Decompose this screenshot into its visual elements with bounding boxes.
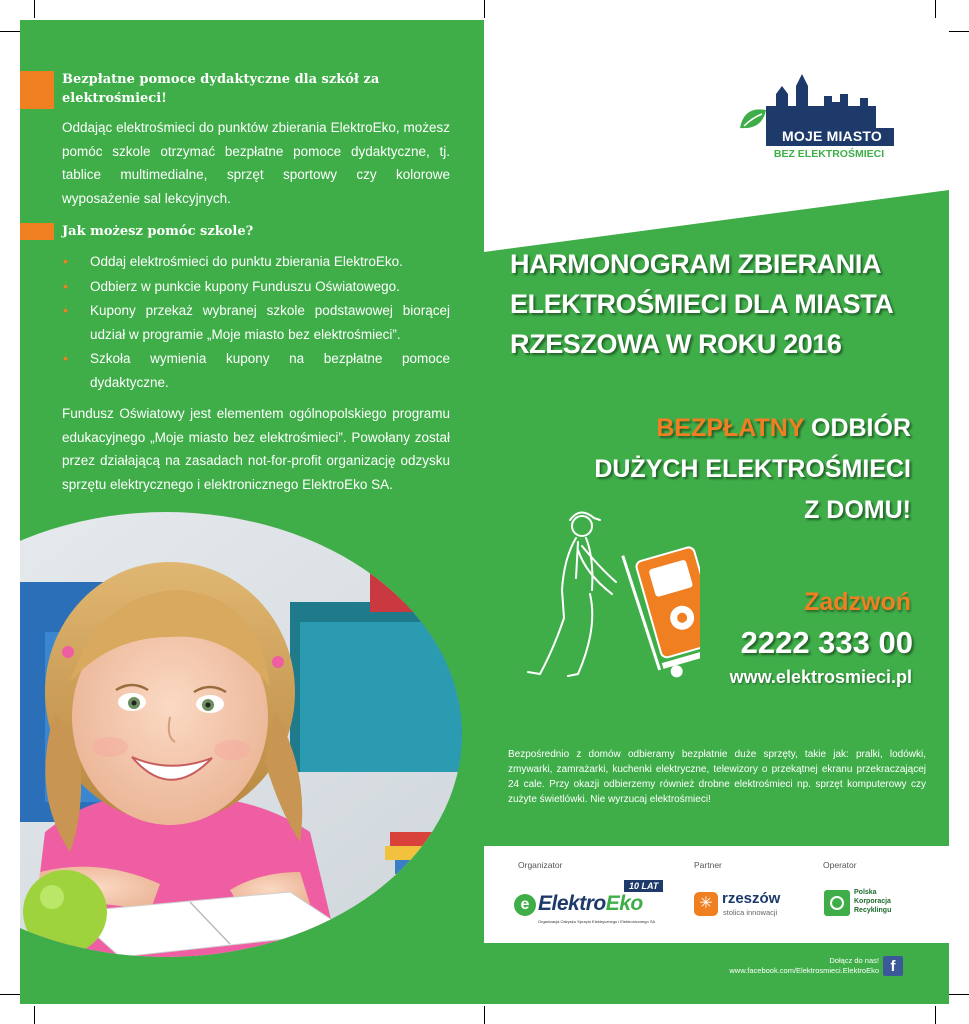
crop-mark (935, 1006, 936, 1024)
logo-line2: BEZ ELEKTROŚMIECI (773, 148, 885, 160)
list-item: • Kupony przekaż wybranej szkole podstawowej biorącej udział w programie „Moje miasto bez elektrośmieci”. (62, 299, 450, 346)
partner-label-operator: Operator (823, 860, 857, 870)
page-title (510, 244, 940, 364)
crop-mark (935, 0, 936, 18)
crop-mark (484, 0, 485, 18)
elektroeko-name-a: Elektro (538, 892, 606, 915)
partner-label-partner: Partner (694, 860, 722, 870)
crop-mark (949, 994, 969, 995)
free-highlight: BEZPŁATNY (656, 414, 805, 442)
crop-mark (34, 0, 35, 18)
elektroeko-e-icon: e (514, 894, 536, 916)
elektroeko-name (538, 892, 643, 916)
moje-miasto-logo (736, 66, 901, 166)
elektroeko-tagline: Organizacja Odzysku Sprzętu Elektrycznego i Elektronicznego SA (538, 919, 656, 924)
title-line: RZESZOWA W ROKU 2016 (510, 329, 842, 359)
right-panel (484, 20, 949, 1004)
fund-paragraph: Fundusz Oświatowy jest elementem ogólnopolskiego programu edukacyjnego „Moje miasto bez elektrośmieci”. Powołany został przez działającą na zasadach not-for-profit organizację odzysku sprzętu elektrycznego i elektronicznego ElektroEko SA. (62, 406, 450, 492)
section-heading: Bezpłatne pomoce dydaktyczne dla szkół za elektrośmieci! (62, 72, 380, 106)
elektroeko-name-b: Eko (605, 892, 643, 915)
elektroeko-logo[interactable] (514, 880, 674, 936)
title-line: HARMONOGRAM ZBIERANIA (510, 249, 882, 279)
pkr-logo[interactable] (824, 886, 904, 926)
crop-mark (0, 994, 20, 995)
partner-label-organizer: Organizator (518, 860, 563, 870)
website-link[interactable]: www.elektrosmieci.pl (729, 667, 912, 687)
crop-mark (34, 1006, 35, 1024)
pkr-line: Polska (854, 889, 877, 896)
crop-mark (484, 1006, 485, 1024)
section-how-to-help (62, 222, 450, 496)
section-heading: Jak możesz pomóc szkole? (62, 224, 254, 239)
subtitle-text: ODBIÓR (804, 414, 911, 442)
girl-reading-illustration (20, 512, 462, 957)
rzeszow-logo[interactable] (694, 890, 794, 924)
title-line: ELEKTROŚMIECI DLA MIASTA (510, 289, 894, 319)
rzeszow-name: rzeszów (722, 890, 781, 907)
info-paragraph: Bezpośrednio z domów odbieramy bezpłatnie duże sprzęty, takie jak: pralki, lodówki, zmywarki, zamrażarki, kuchenki elektryczne, telewizory o przekątnej ekranu przekraczającej 24 cale. Przy okazji odbierzemy również drobne elektrośmieci np. sprzęt komputerowy czy zużyte świetlówki. Nie wyrzucaj elektrośmieci! (508, 749, 926, 805)
join-us-label: Dołącz do nas! (829, 956, 879, 965)
subtitle-text: Z DOMU! (804, 496, 911, 524)
crop-mark (949, 31, 969, 32)
crop-mark (0, 31, 20, 32)
facebook-footer (729, 956, 879, 976)
pkr-name (854, 888, 891, 915)
help-steps-list (62, 250, 450, 394)
pkr-line: Recyklingu (854, 907, 892, 914)
list-item: • Szkoła wymienia kupony na bezpłatne pomoce dydaktyczne. (62, 347, 450, 394)
facebook-icon[interactable]: f (883, 956, 903, 976)
elektroeko-badge: 10 LAT (624, 880, 663, 892)
subtitle-text: DUŻYCH ELEKTROŚMIECI (594, 455, 911, 483)
phone-number[interactable]: 2222 333 00 (740, 625, 913, 660)
list-item: • Odbierz w punkcie kupony Funduszu Oświatowego. (62, 275, 450, 299)
pkr-line: Korporacja (854, 898, 891, 905)
girl-photo (20, 512, 462, 957)
logo-line1: MOJE MIASTO (782, 128, 882, 144)
facebook-url[interactable]: www.facebook.com/Elektrosmieci.ElektroEko (729, 966, 879, 975)
call-label: Zadzwoń (804, 588, 911, 616)
orange-accent-bar (20, 223, 54, 240)
worker-with-cart-illustration (520, 498, 700, 683)
orange-accent-bar (20, 71, 54, 109)
partners-strip (484, 846, 949, 943)
list-item: • Oddaj elektrośmieci do punktu zbierania ElektroEko. (62, 250, 450, 274)
rzeszow-tagline: stolica innowacji (723, 908, 778, 917)
section-didactic (62, 70, 450, 210)
rzeszow-star-icon: ✳ (694, 892, 718, 916)
pkr-icon (824, 890, 850, 916)
left-panel (20, 20, 484, 1004)
section-paragraph: Oddając elektrośmieci do punktów zbierania ElektroEko, możesz pomóc szkole otrzymać bezpłatne pomoce dydaktyczne, tj. tablice multimedialne, sprzęt sportowy czy kolorowe wyposażenie sal lekcyjnych. (62, 120, 450, 206)
